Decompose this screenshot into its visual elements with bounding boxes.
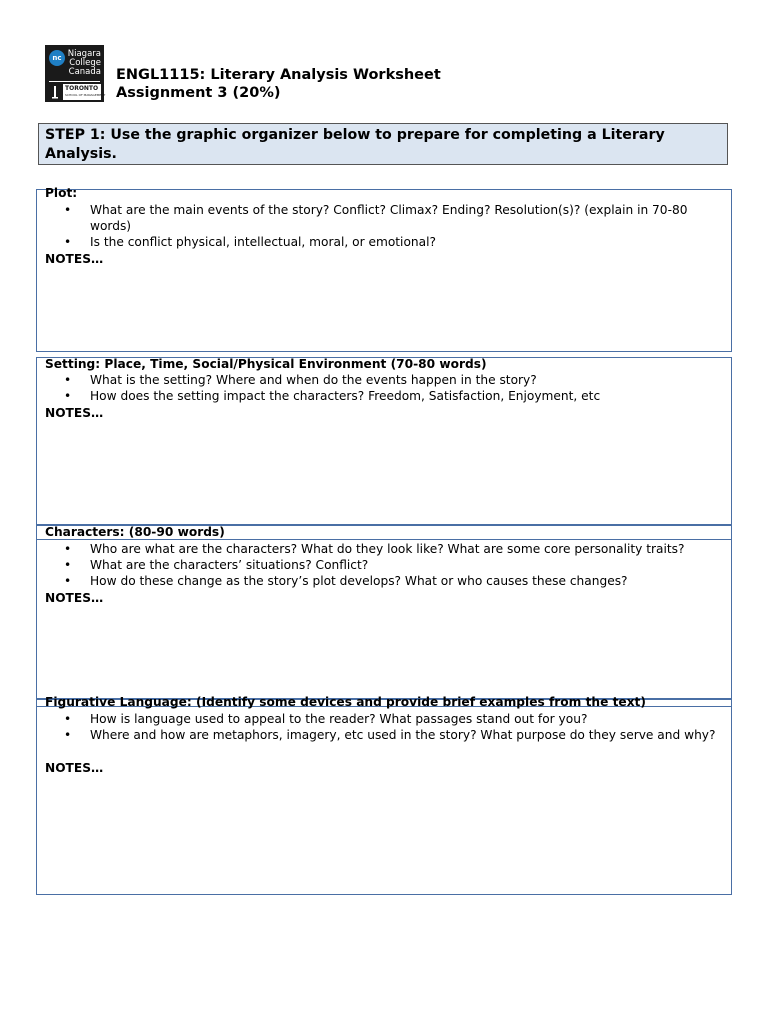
bullet-icon: • xyxy=(64,728,72,742)
bullet-icon: • xyxy=(64,712,72,726)
bullet-icon: • xyxy=(64,574,72,588)
logo-text-line-2: College xyxy=(69,58,101,68)
logo-text-line-1: Niagara xyxy=(67,49,101,59)
setting-notes-label: NOTES… xyxy=(45,406,104,420)
characters-bullet-2: What are the characters’ situations? Conflict? xyxy=(90,558,369,572)
campus-sublabel: SCHOOL OF MANAGEMENT xyxy=(65,93,106,97)
setting-bullet-2: How does the setting impact the characters? Freedom, Satisfaction, Enjoyment, etc xyxy=(90,389,601,403)
characters-header-divider xyxy=(36,539,732,540)
bullet-icon: • xyxy=(64,542,72,556)
document-subtitle: Assignment 3 (20%) xyxy=(116,85,281,101)
figurative-notes-label: NOTES… xyxy=(45,761,104,775)
setting-bullet-1: What is the setting? Where and when do the events happen in the story? xyxy=(90,373,537,387)
bullet-icon: • xyxy=(64,558,72,572)
bullet-icon: • xyxy=(64,235,72,249)
bullet-icon: • xyxy=(64,203,72,217)
campus-label-box xyxy=(63,84,106,100)
plot-heading: Plot: xyxy=(45,186,78,200)
plot-notes-label: NOTES… xyxy=(45,252,104,266)
figurative-bullet-1: How is language used to appeal to the reader? What passages stand out for you? xyxy=(90,712,588,726)
plot-bullet-2: Is the conflict physical, intellectual, moral, or emotional? xyxy=(90,235,436,249)
college-logo xyxy=(45,45,104,102)
step-banner: STEP 1: Use the graphic organizer below to prepare for completing a Literary Analysis. xyxy=(38,123,728,165)
campus-label: TORONTO xyxy=(65,85,99,92)
document-title: ENGL1115: Literary Analysis Worksheet xyxy=(116,67,441,83)
plot-bullet-1: What are the main events of the story? Conflict? Climax? Ending? Resolution(s)? (explain in 70-80 words) xyxy=(90,203,688,233)
logo-divider xyxy=(49,81,100,82)
logo-text-line-3: Canada xyxy=(68,67,101,77)
characters-bullet-1: Who are what are the characters? What do they look like? What are some core personality traits? xyxy=(90,542,685,556)
characters-heading: Characters: (80-90 words) xyxy=(45,525,225,539)
tower-icon xyxy=(51,85,59,99)
figurative-heading: Figurative Language: (Identify some devices and provide brief examples from the text) xyxy=(45,695,646,709)
nc-logo-mark: nc xyxy=(49,50,65,66)
setting-heading: Setting: Place, Time, Social/Physical Environment (70-80 words) xyxy=(45,357,487,371)
characters-bullet-3: How do these change as the story’s plot develops? What or who causes these changes? xyxy=(90,574,628,588)
figurative-bullet-2: Where and how are metaphors, imagery, etc used in the story? What purpose do they serve and why? xyxy=(90,728,716,742)
characters-notes-label: NOTES… xyxy=(45,591,104,605)
bullet-icon: • xyxy=(64,373,72,387)
bullet-icon: • xyxy=(64,389,72,403)
